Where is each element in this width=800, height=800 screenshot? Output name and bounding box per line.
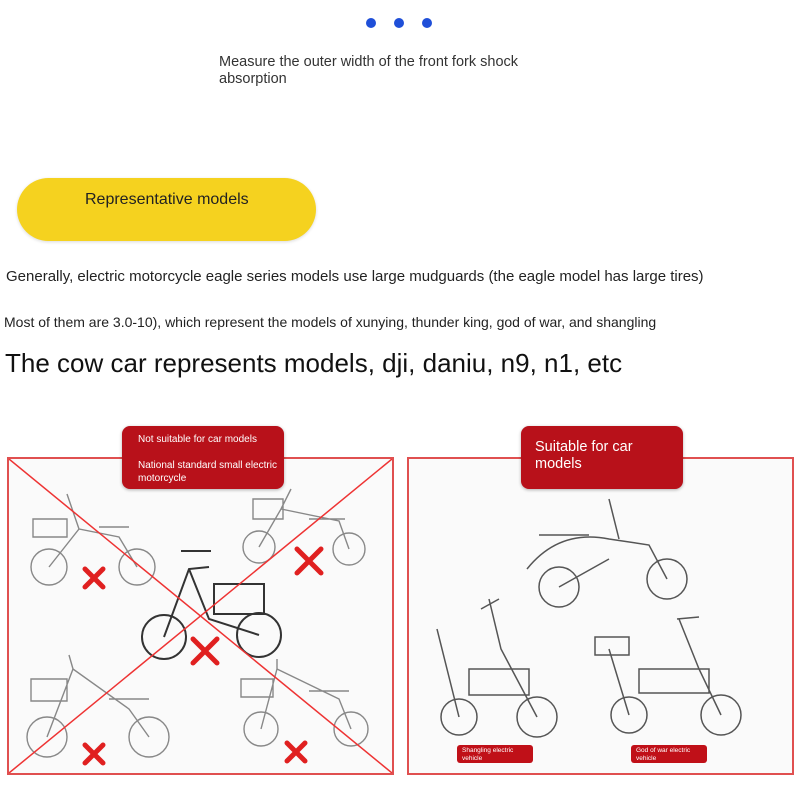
caption-shangling: Shangling electric vehicle [457, 745, 533, 763]
caption-god-of-war: God of war electric vehicle [631, 745, 707, 763]
paragraph-eagle-series: Generally, electric motorcycle eagle series models use large mudguards (the eagle model has large tires) [6, 268, 704, 285]
carousel-dots[interactable] [366, 18, 432, 28]
not-suitable-tag-title: Not suitable for car models [138, 434, 257, 445]
measure-caption: Measure the outer width of the front fork shock absorption [219, 54, 519, 87]
scooter-sketch-1 [31, 494, 155, 585]
cross-icon-1 [85, 569, 103, 587]
not-suitable-tag [122, 426, 284, 489]
paragraph-cow-car: The cow car represents models, dji, daniu, n9, n1, etc [5, 348, 623, 378]
scooter-sketch-god-of-war [595, 617, 741, 735]
scooter-sketch-top [527, 499, 687, 607]
suitable-panel [407, 457, 794, 775]
suitable-tag-label: Suitable for car models [535, 439, 633, 472]
cross-icon-4 [85, 745, 103, 763]
not-suitable-panel [7, 457, 394, 775]
paragraph-model-list: Most of them are 3.0-10), which represent the models of xunying, thunder king, god of war, and shangling [4, 314, 657, 330]
not-suitable-illustration [9, 459, 392, 773]
carousel-dot-2[interactable] [394, 18, 404, 28]
section-pill [17, 178, 316, 241]
carousel-dot-1[interactable] [366, 18, 376, 28]
scooter-sketch-shangling [437, 599, 557, 737]
not-suitable-tag-subtitle: National standard small electric motorcycle [138, 460, 277, 484]
carousel-dot-3[interactable] [422, 18, 432, 28]
suitable-tag [521, 426, 683, 489]
cross-icon-2 [297, 549, 321, 573]
suitable-illustration [409, 459, 792, 773]
section-pill-label: Representative models [85, 191, 249, 208]
scooter-sketch-4 [241, 659, 368, 746]
cross-icon-5 [287, 743, 305, 761]
cross-icon-3 [193, 639, 217, 663]
